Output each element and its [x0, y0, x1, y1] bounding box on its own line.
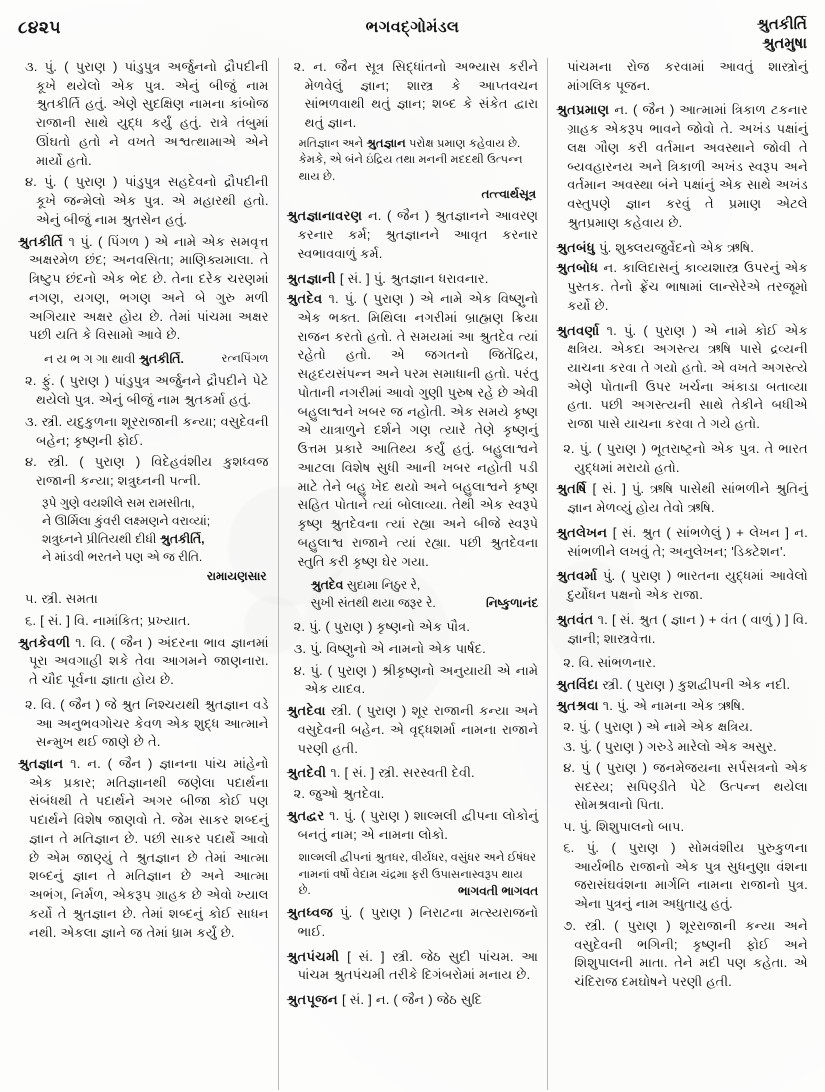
sense-entry: ૫. સ્ત્રી. સમતા	[25, 591, 98, 607]
prose-quote	[287, 850, 539, 900]
headword: શ્રુતપંચમી	[286, 948, 340, 964]
dictionary-entry: શ્રુતબોધ ન. કાલિદાસનું કાવ્યશાસ્ત્ર ઉપરનું એક પુસ્તક. તેનો ફ્રેંચ ભાષામાં લાન્સેરેએ તરજૂમો કર્યો છે.	[556, 260, 808, 313]
sense-entry: ૨. પું. ( પુરાણ ) કૃષ્ણનો એક પૌત્ર.	[293, 619, 470, 635]
dictionary-entry: શ્રુતજ્ઞાન ૧. ન. ( જૈન ) જ્ઞાનના પાંચ માંહેનો એક પ્રકાર; મતિજ્ઞાનથી જણેલા પદાર્થના સંબંધથી તે પદાર્થને અગર બીજા કોઈ પણ પદાર્થને વિશેષ જાણવો તે. જેમ સાકર શબ્દનું જ્ઞાન તે મતિજ્ઞાન છે. પછી સાકર પદાર્થે આવો છે એમ જાણ્યું તે શ્રુતજ્ઞાન છે તેમાં આત્મા શબ્દનું જ્ઞાન તે મતિજ્ઞાન છે અને આત્મા અભંગ, નિર્મળ, એકરૂપ ગ્રાહક છે એવો ખ્યાલ કર્યો તે શ્રુતજ્ઞાન છે. તેમાં શબ્દનું કોઈ સાધન નથી. એકલા જ્ઞાને જ તેમાં ધ્રામ કર્યું છે.	[18, 755, 269, 940]
sense-entry: ૨. વિ. સાંભળનાર.	[563, 655, 656, 671]
headword: શ્રુતવર્મા	[556, 568, 598, 584]
sense-entry: ૨. જુઓ શ્રુતદેવા.	[293, 786, 385, 802]
quote-attribution: ભાગવતી ભાગવત	[457, 884, 539, 899]
headword: શ્રુતલેખન	[556, 524, 608, 540]
continued-entry: પાંચમના રોજ કરવામાં આવતું શાસ્ત્રોનું માંગલિક પૂજન.	[567, 59, 808, 93]
headword: શ્રુતદેવા	[286, 703, 326, 719]
verse-line: નિષ્કુળાનંદ સુખી સંતથી થયા જરૂર રે.	[311, 595, 539, 613]
verse-attribution: નિષ્કુળાનંદ	[486, 596, 539, 611]
dictionary-entry: શ્રુતવર્મા પું. ( પુરાણ ) ભારતના યુદ્ધમાં આવેલો દુર્યોધન પક્ષનો એક રાજા.	[556, 568, 808, 603]
sense-entry: ૩. પું. ( પુરાણ ) પાંડુપુત્ર અર્જુનનો દ્રૌપદીની કૂખે થયેલો એક પુત્ર. એનું બીજું નામ શ્રુતકીર્તિ હતું. એણે સુદક્ષિણ નામના કાંબોજ રાજાની સાથે યુદ્ધ કર્યું હતું. રાત્રે તંબુમાં ઊંઘતો હતો ને વખતે અશ્વત્થામાએ એને માર્યો હતો.	[25, 59, 269, 168]
dictionary-entry: શ્રુતવર્ણા ૧. પું. ( પુરાણ ) એ નામે કોઈ એક ક્ષત્રિય. એકદા અગસ્ત્ય ઋષિ પાસે દ્રવ્યની યાચના કરવા તે ગયો હતો. એ વખતે અગસ્ત્યે એણે પોતાની ઉપર ખર્ચના અંકાડા બતાવ્યા હતા. પછી અગસ્ત્યની સાથે તેકીને બધીએ રાજા પાસે યાચના કરવા તે ગયે હતો.	[556, 322, 808, 432]
dictionary-entry: શ્રુતદ્વર ૧. પું. ( પુરાણ ) શાલ્મલી દ્વીપના લોકોનું બનતું નામ; એ નામના લોકો.	[286, 807, 539, 842]
verse-line: શ્રુતદેવ સુદામા નિઠુર રે,	[310, 578, 421, 593]
quote-attribution: તત્ત્વાર્થસૂત્ર	[481, 187, 537, 202]
sense-entry: ૪. પું. ( પુરાણ ) શ્રીકૃષ્ણનો અનુયાયી એ નામે એક યાદવ.	[293, 662, 539, 697]
book-title: ભગવદ્ગોમંડલ	[365, 19, 460, 36]
sense-entry: ૨. ફું. ( પુરાણ ) પાંડુપુત્ર અર્જુનને દ્રૌપદીને પેટે થયેલો પુત્ર. એનું બીજું નામ શ્રુતકર્મા હતું.	[25, 373, 269, 408]
dictionary-entry: શ્રુતજ્ઞાની [ સં. ] પું. શ્રુતજ્ઞાન ધરાવનાર.	[286, 270, 489, 286]
headword: શ્રુતબંધુ	[556, 239, 595, 255]
dictionary-entry: શ્રુતબંધુ પું. શુક્લયજુર્વેદનો એક ઋષિ.	[556, 239, 754, 255]
sense-entry: ૪. સ્ત્રી. ( પુરાણ ) વિદેહવંશીય કુશધ્વજ રાજાની કન્યા; શત્રુઘ્નની પત્ની.	[25, 454, 269, 489]
prose-quote	[287, 136, 539, 203]
headword: શ્રુતદ્વર	[286, 807, 325, 823]
dictionary-entry: શ્રુતલેખન [ સં. શ્રુત ( સાંભળેલું ) + લેખન ] ન. સાંભળીને લખવું તે; અનુલેખન; 'ડિક્ટેશન'.	[556, 524, 808, 559]
verse-attribution: રામાયણસાર	[206, 568, 267, 583]
dictionary-entry: શ્રુતદેવ ૧. પું. ( પુરાણ ) એ નામે એક વિષ્ણુનો એક ભક્ત. મિથિલા નગરીમાં બ્રાહ્મણ ક્રિયા રાજન કરતો હતો. તે સમયમાં આ શ્રુતદેવ ત્યાં રહેતો હતો. એ જગતનો જિતેંદ્રિય, સહૃદયસંપન્ન અને પરમ સમાધાની હતો. પરંતુ પોતાની નગરીમાં આવો ગુણી પુરુષ રહે છે એવી બહુલાશ્વને ખબર જ નહોતી. એક સમયે કૃષ્ણ એ યાત્રાળુને દર્શને ગણ ત્યારે તેણે કૃષ્ણનું ઉત્તમ પ્રકારે આતિથ્ય કર્યું હતું. બહુલાશ્વને આટલા વિશેષ સુધી આની ખબર નહોતી પડી માટે તેને બહુ ખેદ થયો અને બહુલાશ્વને કૃષ્ણ સહિત પોતાને ત્યાં બોલાવ્યા. તેથી એક સ્વરૂપે કૃષ્ણ શ્રુતદેવના ત્યાં રહ્યા અને બીજે સ્વરૂપે બહુલાશ્વ રાજાને ત્યાં રહ્યા. પછી શ્રુતદેવના સ્તુતિ કરી કૃષ્ણ ઘેર ગયા.	[286, 291, 539, 569]
dictionary-entry: શ્રુતવંત ૧. [ સં. શ્રુત ( જ્ઞાન ) + વંત ( વાળું ) ] વિ. જ્ઞાની; શાસ્ત્રવેત્તા.	[556, 611, 808, 646]
dictionary-entry: શ્રુતકેવળી ૧. વિ. ( જૈન ) અંદરના ભાવ જ્ઞાનમાં પૂરા અવગાહી શકે તેવા આગમને જાણનારા. તે ચૌદ પૂર્વના જ્ઞાતા હોય છે.	[18, 634, 269, 688]
dictionary-entry: શ્રુતદેવી ૧. [ સં. ] સ્ત્રી. સરસ્વતી દેવી.	[286, 765, 475, 781]
headword: શ્રુતજ્ઞાનાવરણ	[286, 208, 363, 224]
headword: શ્રુતવર્ણા	[556, 322, 600, 338]
guide-words	[757, 16, 807, 54]
page-folio-number: ૮૪૨૫	[18, 18, 62, 37]
verse-line: ને ઊર્મિલા કુંવરી લક્ષ્મણને વરાવ્યાં;	[42, 513, 211, 528]
headword: શ્રુતપૂજન	[286, 992, 338, 1008]
column-container	[8, 58, 817, 1090]
dictionary-entry: શ્રુતશ્રવા ૧. પું. એ નામના એક ઋષિ.	[556, 697, 745, 713]
text-column-2	[278, 58, 548, 1090]
text-column-1	[8, 58, 278, 1090]
quote-body: મતિજ્ઞાન અને શ્રુતજ્ઞાન પરોક્ષ પ્રમાણ કહેવાય છે. કેમકે, એ બંને ઇંદ્રિય તથા મનની મદદથી ઉત્પન્ન થાય છે.	[298, 136, 523, 183]
headword: શ્રુતવિંદા	[556, 677, 599, 693]
dictionary-entry: શ્રુતપૂજન [ સં. ] ન. ( જૈન ) જેઠ સુદિ	[286, 992, 482, 1008]
verse-line: શત્રુઘ્નને પ્રીતિયથી દીધી શ્રુતકીર્તિ,	[42, 531, 205, 546]
headword: શ્રુતદેવી	[286, 765, 327, 781]
headword: શ્રુતજ્ઞાન	[18, 755, 64, 771]
headword: શ્રુતવંત	[556, 611, 594, 627]
headword: શ્રુતકેવળી	[18, 634, 71, 650]
verse-quote	[287, 577, 539, 613]
headword: શ્રુતર્ષિ	[556, 481, 587, 497]
dictionary-entry: શ્રુતકીર્તિ ૧ પું. ( પિંગળ ) એ નામે એક સમવૃત્ત અક્ષરમેળ છંદ; અનવસિતા; માણિક્યમાલા. તે ત્રિષ્ટુપ છંદનો એક ભેદ છે. તેના દરેક ચરણમાં નગણ, યગણ, ભગણ અને બે ગુરુ મળી અગિયાર અક્ષર હોય છે. તેમાં પાંચમા અક્ષર પછી યતિ કે વિસામો આવે છે.	[18, 233, 269, 343]
sense-entry: ૫. પું. શિશુપાલનો બાપ.	[563, 819, 685, 835]
sense-entry: ૨. પું. ( પુરાણ ) એ નામે એક ક્ષત્રિય.	[563, 718, 753, 734]
running-head	[8, 10, 817, 58]
sense-entry: ૬. પું. ( પુરાણ ) સોમવંશીય પુરુકુળના આર્યભીઠ રાજાનો એક પુત્ર સુધનુણા વંશના જરાસંઘવંશના માર્ગનિ નામના રાજાનો પુત્ર. એના પુત્રનું નામ અધુતાયુ હતું.	[563, 839, 808, 912]
dictionary-entry: શ્રુતર્ષિ [ સં. ] પું. ઋષિ પાસેથી સાંભળીને શ્રુતિનું જ્ઞાન મેળવ્યું હોય તેવો ઋષિ.	[556, 481, 808, 516]
verse-quote	[18, 495, 269, 585]
dictionary-entry: શ્રુતધ્વજ પું. ( પુરાણ ) નિરાટના મત્સ્યરાજનો ભાઈ.	[286, 905, 539, 939]
dictionary-entry: શ્રુતજ્ઞાનાવરણ ન. ( જૈન ) શ્રુતજ્ઞાનને આવરણ કરનાર કર્મ; શ્રુતજ્ઞાનને આવૃત કરનાર સ્વભાવવાળું કર્મ.	[286, 208, 539, 261]
headword: શ્રુતશ્રવા	[556, 697, 599, 713]
sense-entry: ૭. સ્ત્રી. ( પુરાણ ) શૂરરાજાની કન્યા અને વસુદેવની ભગિની; કૃષ્ણની ફોઈ અને શિશુપાલની માતા. તેને મદી પણ કહેતા. એ ચંદિરાજ દમઘોષને પરણી હતી.	[563, 917, 808, 990]
sense-entry: ૩. પું. ( પુરાણ ) ગરુડે મારેલો એક અસુર.	[563, 739, 777, 755]
dictionary-entry: શ્રુતવિંદા સ્ત્રી. ( પુરાણ ) કુશદ્વીપની એક નદી.	[556, 677, 791, 693]
verse-line: રૂપે ગુણે વયશીલે સમ રામસીતા,	[42, 495, 195, 510]
headword: શ્રુતદેવ	[286, 291, 323, 307]
dictionary-entry: શ્રુતપ્રમાણ ન. ( જૈન ) આત્મામાં ત્રિકાળ ટકનાર ગ્રાહક એકરૂપ ભાવને જોવો તે. અખંડ પક્ષાંનું લક્ષ ગૌણ કરી વર્તમાન અવસ્થાને જોવી તે બ્યવહારનય અને ત્રિકાળી અખંડ સ્વરૂપ અને વર્તમાન અવસ્થા બંને પક્ષાંનું એક સાથે અખંડ વસ્તુપણે જ્ઞાન કરવું તે પ્રમાણ એટલે શ્રુતપ્રમાણ કહેવાય છે.	[556, 102, 808, 230]
dictionary-entry: શ્રુતપંચમી [ સં. ] સ્ત્રી. જેઠ સુદી પાંચમ. આ પાંચમ શ્રુતપંચમી તરીકે દિગંબરોમાં મનાય છે.	[286, 948, 539, 983]
sense-entry: ૪. પું. ( પુરાણ ) પાંડુપુત્ર સહદેવનો દ્રૌપદીની કૂખે જન્મેલો એક પુત્ર. એ મહારથી હતો. એનું બીજું નામ શ્રુતસેન હતું.	[25, 174, 269, 227]
headword: શ્રુતધ્વજ	[286, 905, 333, 921]
verse-citation: રત્નપિંગળ ન ય ભ ગ ગા થાવી શ્રુતકીર્તિ.	[44, 352, 269, 367]
headword: શ્રુતકીર્તિ	[18, 233, 64, 249]
headword: શ્રુતબોધ	[556, 260, 599, 276]
headword: શ્રુતજ્ઞાની	[286, 270, 336, 286]
verse-line: ને માંડવી ભરતને પણ એ જ રીતિ.	[42, 549, 203, 564]
sense-entry: ૩. સ્ત્રી. યદુકુળના શૂરરાજાની કન્યા; વસુદેવની બહેન; કૃષ્ણની ફોઈ.	[25, 413, 269, 448]
citation-source: રત્નપિંગળ	[221, 352, 269, 366]
sense-entry: ૬. [ સં. ] વિ. નામાંકિત; પ્રખ્યાત.	[25, 612, 191, 628]
sense-entry: ૨. પું. ( પુરાણ ) ભૂતરાષ્ટ્રનો એક પુત્ર. તે ભારત યુદ્ધમાં મરાયો હતો.	[563, 440, 808, 475]
quote-body: શાલ્મલી દ્વીપનાં શ્રુતધર, વીર્યધર, વસુંધર અને ઈષંધર નામનાં વર્ષો વેદામ ચંદ્રમા ફરી ઉપાસનાસ્વરૂપ થાય છે. ભાગવતી ભાગવત	[299, 850, 539, 899]
dictionary-entry: શ્રુતદેવા સ્ત્રી. ( પુરાણ ) શૂર રાજાની કન્યા અને વસુદેવની બહેન. એ વૃદ્ધશર્મા નામના રાજાને પરણી હતી.	[286, 703, 539, 756]
sense-entry: ૩. પું. વિષ્ણુનો એ નામનો એક પાર્ષદ.	[293, 640, 486, 656]
text-column-3	[547, 58, 817, 1090]
headword: શ્રુતપ્રમાણ	[556, 102, 610, 118]
sense-entry: ૨. ન. જૈન સૂત્ર સિદ્ધાંતનો અભ્યાસ કરીને મેળવેલું જ્ઞાન; શાસ્ત્ર કે આપ્તવચન સાંભળવાથી થતું જ્ઞાન; શબ્દ કે સંકેત દ્વારા થતું જ્ઞાન.	[293, 59, 539, 131]
guide-word-first: શ્રુતકીર્તિ	[756, 16, 807, 33]
guide-word-last: શ્રુતમુષા	[762, 34, 807, 52]
sense-entry: ૪. પું ( પુરાણ ) જનમેજયના સર્પસત્રનો એક સદસ્ય; સપિણ્ડીતે પેટે ઉત્પન્ન થયેલા સોમશ્રવાનો પિતા.	[563, 759, 808, 813]
sense-entry: ૨. વિ. ( જૈન ) જે શ્રુત નિશ્ચયથી શ્રુતજ્ઞાન વડે આ અનુભવગોચર કેવળ એક શુદ્ધ આત્માને સન્મુખ થઈ જાણે છે તે.	[25, 696, 269, 750]
citation-headword-form: શ્રુતકીર્તિ.	[138, 352, 184, 367]
